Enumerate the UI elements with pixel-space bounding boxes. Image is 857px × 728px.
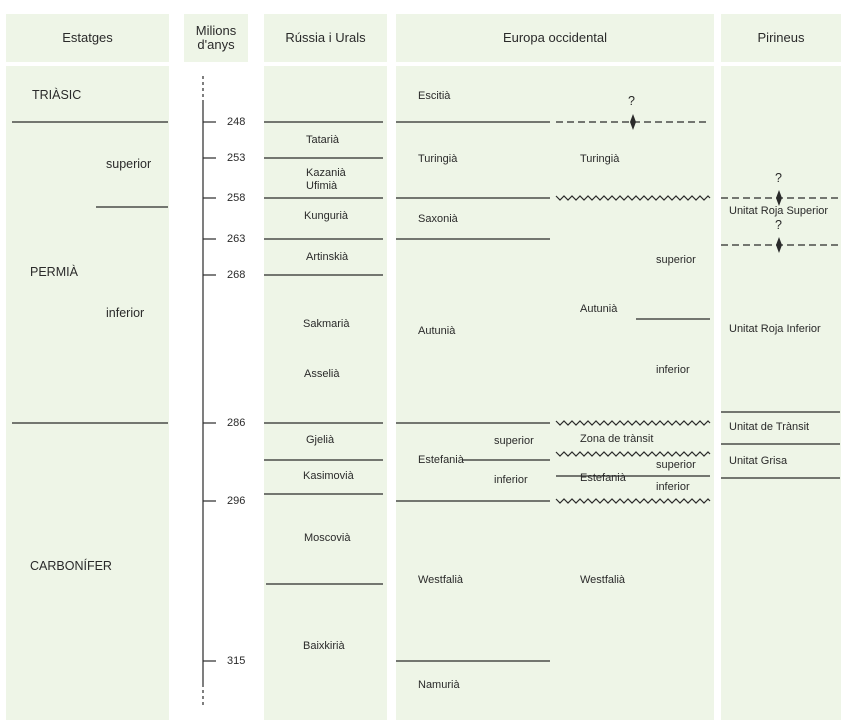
header-pirineus-label: Pirineus: [757, 30, 805, 45]
russia-asselia: Asselià: [304, 368, 340, 380]
age-286: 286: [227, 417, 246, 429]
europa-saxonia: Saxonià: [418, 213, 458, 225]
header-milions-line2: d'anys: [197, 37, 235, 52]
header-milions-line1: Milions: [195, 23, 237, 38]
russia-kazania: Kazanià: [306, 167, 346, 179]
europa-b-superior: superior: [656, 254, 696, 266]
label-carbonifer: CARBONÍFER: [30, 559, 112, 573]
header-russia-label: Rússia i Urals: [285, 30, 366, 45]
age-253: 253: [227, 152, 246, 164]
russia-ufimia: Ufimià: [306, 180, 338, 192]
russia-tataria: Tatarià: [306, 134, 340, 146]
age-258: 258: [227, 192, 246, 204]
europa-turingia: Turingià: [418, 153, 458, 165]
europa-b-inferior: inferior: [656, 364, 690, 376]
pirineus-roja-inferior: Unitat Roja Inferior: [729, 323, 821, 335]
header-europa-label: Europa occidental: [502, 30, 608, 45]
label-permia-superior: superior: [106, 157, 152, 171]
label-triasic: TRIÀSIC: [32, 88, 82, 102]
header-estatges-label: Estatges: [62, 30, 113, 45]
russia-baixkiria: Baixkirià: [303, 640, 345, 652]
europa-b-turingia: Turingià: [580, 153, 620, 165]
europa-estefania-superior: superior: [494, 435, 534, 447]
boundary-marker-icon: [776, 190, 782, 206]
pirineus-roja-superior: Unitat Roja Superior: [729, 205, 829, 217]
europa-escitia: Escitià: [418, 90, 451, 102]
age-296: 296: [227, 495, 246, 507]
russia-gjelia: Gjelià: [306, 434, 335, 446]
russia-sakmaria: Sakmarià: [303, 318, 350, 330]
age-263: 263: [227, 233, 246, 245]
europa-b-zona-transit: Zona de trànsit: [580, 433, 654, 445]
europa-estefania: Estefanià: [418, 454, 464, 466]
pirineus-grisa: Unitat Grisa: [729, 455, 788, 467]
pirineus-question-2: ?: [775, 218, 782, 232]
europa-estefania-inferior: inferior: [494, 474, 528, 486]
age-315: 315: [227, 655, 246, 667]
europa-b-autunia: Autunià: [580, 303, 618, 315]
europa-autunia: Autunià: [418, 325, 456, 337]
boundary-marker-icon: [776, 237, 782, 253]
pirineus-transit: Unitat de Trànsit: [729, 421, 810, 433]
russia-artinskia: Artinskià: [306, 251, 349, 263]
europa-namuria: Namurià: [418, 679, 460, 691]
europa-b-westfalia: Westfalià: [580, 574, 626, 586]
age-268: 268: [227, 269, 246, 281]
russia-kunguria: Kungurià: [304, 210, 349, 222]
europa-b-estefania-superior: superior: [656, 459, 696, 471]
europa-b-estefania-inferior: inferior: [656, 481, 690, 493]
label-permia-inferior: inferior: [106, 306, 145, 320]
europa-westfalia: Westfalià: [418, 574, 464, 586]
russia-moscovia: Moscovià: [304, 532, 351, 544]
russia-kasimovia: Kasimovià: [303, 470, 354, 482]
europa-b-estefania: Estefanià: [580, 472, 626, 484]
label-permia: PERMIÀ: [30, 265, 78, 279]
europa-b-question: ?: [628, 94, 635, 108]
boundary-marker-icon: [630, 114, 636, 130]
age-248: 248: [227, 116, 246, 128]
pirineus-question-1: ?: [775, 171, 782, 185]
